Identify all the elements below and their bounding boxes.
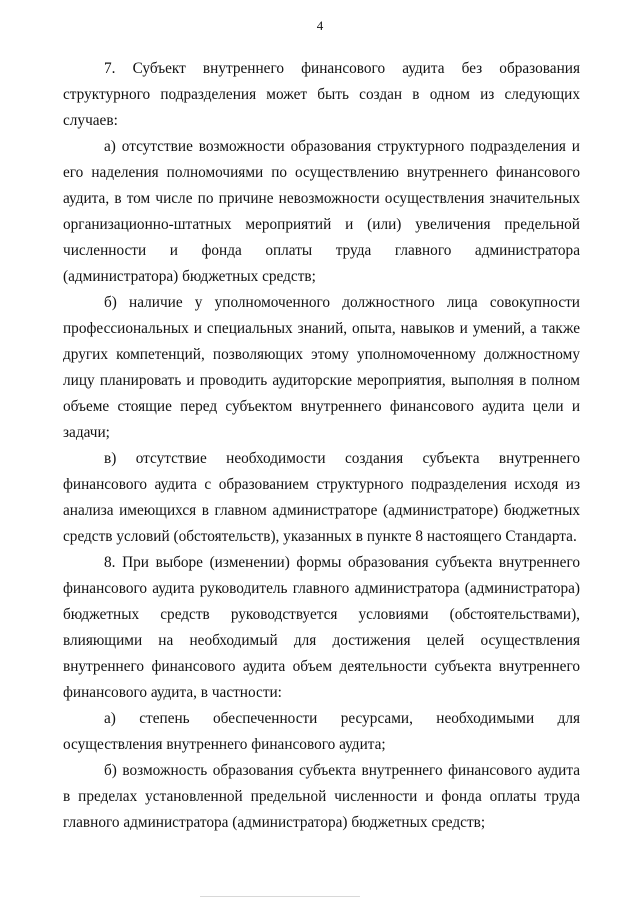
paragraph-7: 7. Субъект внутреннего финансового аудита без образования структурного подразделения может быть создан в одном из следующих случаев: bbox=[63, 60, 580, 129]
page-number: 4 bbox=[316, 18, 324, 33]
document-body bbox=[63, 56, 580, 836]
scan-edge-mark bbox=[200, 896, 360, 897]
paragraph-8a: а) степень обеспеченности ресурсами, необходимыми для осуществления внутреннего финансового аудита; bbox=[63, 710, 580, 753]
paragraph-8: 8. При выборе (изменении) формы образования субъекта внутреннего финансового аудита руководитель главного администратора (администратора) бюджетных средств руководствуется условиями (обстоятельствами), влияющими на необходимый для достижения целей осуществления внутреннего финансового аудита объем деятельности субъекта внутреннего финансового аудита, в частности: bbox=[63, 554, 580, 701]
paragraph-7b: б) наличие у уполномоченного должностного лица совокупности профессиональных и специальных знаний, опыта, навыков и умений, а также других компетенций, позволяющих этому уполномоченному должностному лицу планировать и проводить аудиторские мероприятия, выполняя в полном объеме стоящие перед субъектом внутреннего финансового аудита цели и задачи; bbox=[63, 294, 580, 441]
paragraph-7a: а) отсутствие возможности образования структурного подразделения и его наделения полномочиями по осуществлению внутреннего финансового аудита, в том числе по причине невозможности осуществления значительных организационно-штатных мероприятий и (или) увеличения предельной численности и фонда оплаты труда главного администратора (администратора) бюджетных средств; bbox=[63, 138, 580, 285]
paragraph-8b: б) возможность образования субъекта внутреннего финансового аудита в пределах установленной предельной численности и фонда оплаты труда главного администратора (администратора) бюджетных средств; bbox=[63, 762, 580, 831]
paragraph-7v: в) отсутствие необходимости создания субъекта внутреннего финансового аудита с образованием структурного подразделения исходя из анализа имеющихся в главном администраторе (администраторе) бюджетных средств условий (обстоятельств), указанных в пункте 8 настоящего Стандарта. bbox=[63, 450, 580, 545]
